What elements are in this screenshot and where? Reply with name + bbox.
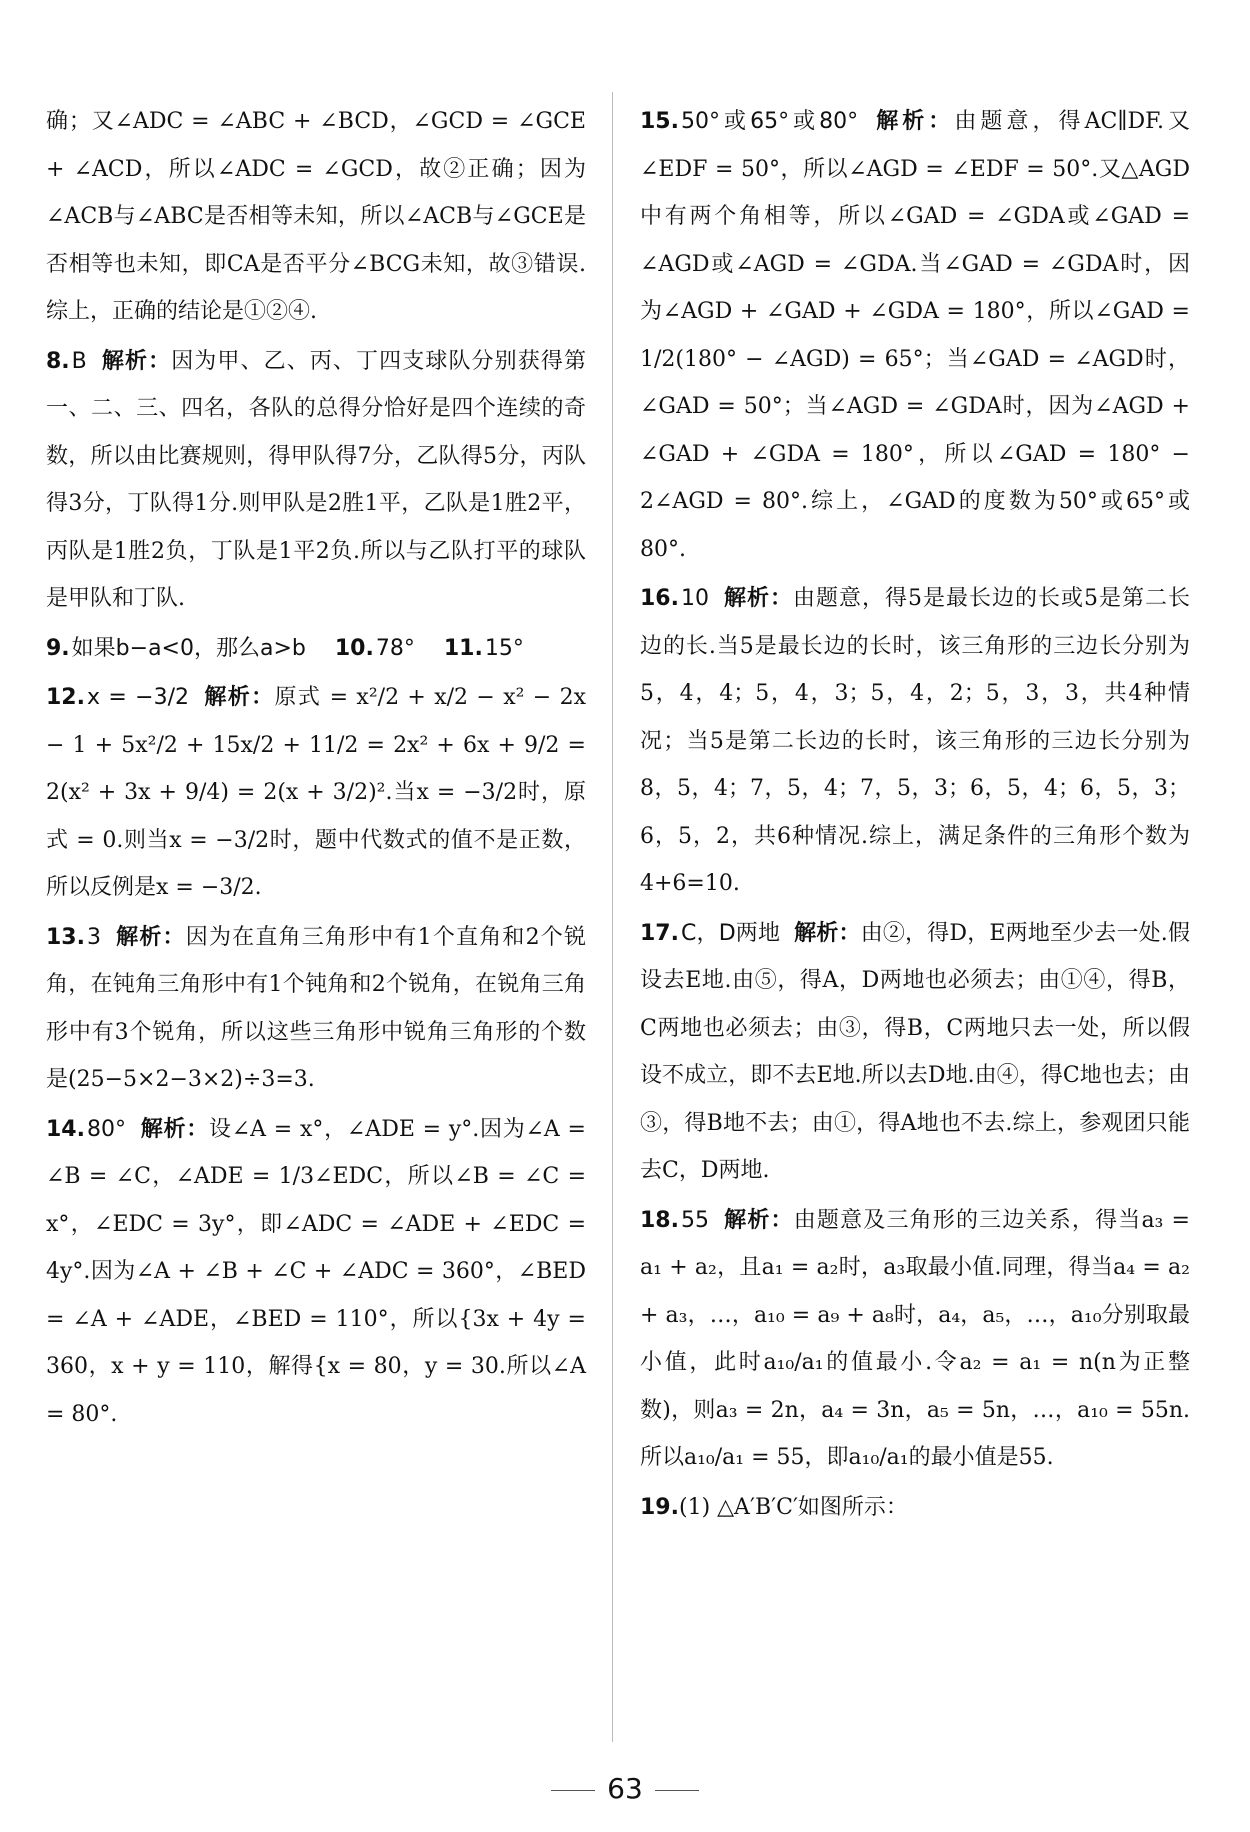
analysis-text: 原式 = x²/2 + x/2 − x² − 2x − 1 + 5x²/2 + 15x/2 + 11/2 = 2x² + 6x + 9/2 = 2(x² + 3x + 9/4) = 2(x + 3/2)².当x = −3/2时，原式 = 0.则当x = −3/2时，题中代数式的值不是正数，所以反例是x = −3/2. <box>46 685 586 900</box>
footer-dash-left <box>551 1790 595 1791</box>
answer-text: (1) △A′B′C′如图所示： <box>678 1494 908 1520</box>
answers-9-11 <box>46 625 586 673</box>
question-number: 17. <box>640 920 679 946</box>
question-number: 18. <box>640 1207 679 1233</box>
answer-value: C，D两地 <box>680 920 781 946</box>
analysis-text: 因为甲、乙、丙、丁四支球队分别获得第一、二、三、四名，各队的总得分恰好是四个连续的奇数，所以由比赛规则，得甲队得7分，乙队得5分，丙队得3分，丁队得1分.则甲队是2胜1平，乙队是1胜2平，丙队是1胜2负，丁队是1平2负.所以与乙队打平的球队是甲队和丁队. <box>46 348 586 611</box>
question-number: 9. <box>46 635 70 661</box>
answer-value: 50°或65°或80° <box>680 109 859 134</box>
page-footer <box>0 1772 1250 1805</box>
analysis-label: 解析： <box>794 920 861 946</box>
answer-17 <box>640 910 1190 1195</box>
answer-value: 55 <box>680 1207 709 1233</box>
question-number: 12. <box>46 685 85 710</box>
answer-value: 15° <box>484 635 524 661</box>
analysis-label: 解析： <box>722 1207 794 1233</box>
answer-13 <box>46 914 586 1104</box>
analysis-text: 设∠A = x°，∠ADE = y°.因为∠A = ∠B = ∠C，∠ADE = 1/3∠EDC，所以∠B = ∠C = x°，∠EDC = 3y°，即∠ADC = ∠ADE + ∠EDC = 4y°.因为∠A + ∠B + ∠C + ∠ADC = 360°，∠BED = ∠A + ∠ADE，∠BED = 110°，所以{3x + 4y = 360，x + y = 110，解得{x = 80，y = 30.所以∠A = 80°. <box>46 1116 586 1427</box>
answer-value: x = −3/2 <box>86 685 190 710</box>
question-number: 16. <box>640 586 679 611</box>
question-number: 10. <box>334 635 374 661</box>
left-column <box>46 98 586 1440</box>
right-column <box>640 98 1190 1533</box>
analysis-label: 解析： <box>139 1116 209 1142</box>
answer-7-continuation: 确；又∠ADC = ∠ABC + ∠BCD，∠GCD = ∠GCE + ∠ACD，所以∠ADC = ∠GCD，故②正确；因为∠ACB与∠ABC是否相等未知，所以∠ACB与∠GCE是否相等也未知，即CA是否平分∠BCG未知，故③错误.综上，正确的结论是①②④. <box>46 109 586 324</box>
question-number: 15. <box>640 109 679 134</box>
analysis-label: 解析： <box>114 924 186 950</box>
column-divider <box>612 92 613 1742</box>
page-number: 63 <box>607 1772 643 1805</box>
analysis-label: 解析： <box>203 685 275 710</box>
question-number: 8. <box>46 348 70 374</box>
analysis-text: 由题意及三角形的三边关系，得当a₃ = a₁ + a₂，且a₁ = a₂时，a₃取最小值.同理，得当a₄ = a₂ + a₃，…，a₁₀ = a₉ + a₈时，a₄，a₅，…，a₁₀分别取最小值，此时a₁₀/a₁的值最小.令a₂ = a₁ = n(n为正整数)，则a₃ = 2n，a₄ = 3n，a₅ = 5n，…，a₁₀ = 55n.所以a₁₀/a₁ = 55，即a₁₀/a₁的最小值是55. <box>640 1207 1190 1470</box>
answer-12 <box>46 674 586 912</box>
question-number: 14. <box>46 1116 85 1142</box>
question-number: 11. <box>443 635 483 661</box>
footer-dash-right <box>655 1790 699 1791</box>
answer-value: 10 <box>680 586 709 611</box>
analysis-text: 由题意，得5是最长边的长或5是第二长边的长.当5是最长边的长时，该三角形的三边长分别为5，4，4；5，4，3；5，4，2；5，3，3，共4种情况；当5是第二长边的长时，该三角形的三边长分别为8，5，4；7，5，4；7，5，3；6，5，4；6，5，3；6，5，2，共6种情况.综上，满足条件的三角形个数为4+6=10. <box>640 586 1190 896</box>
analysis-text: 因为在直角三角形中有1个直角和2个锐角，在钝角三角形中有1个钝角和2个锐角，在锐角三角形中有3个锐角，所以这些三角形中锐角三角形的个数是(25−5×2−3×2)÷3=3. <box>46 924 586 1092</box>
question-number: 19. <box>640 1494 679 1520</box>
analysis-label: 解析： <box>722 586 793 611</box>
answer-value: B <box>71 348 87 374</box>
answer-16 <box>640 575 1190 908</box>
analysis-label: 解析： <box>100 348 172 374</box>
answer-value: 78° <box>375 635 415 661</box>
answer-19 <box>640 1484 1190 1532</box>
answer-value: 80° <box>86 1116 126 1142</box>
analysis-label: 解析： <box>872 109 955 134</box>
answer-14 <box>46 1106 586 1439</box>
analysis-text: 由题意，得AC∥DF.又∠EDF = 50°，所以∠AGD = ∠EDF = 50°.又△AGD中有两个角相等，所以∠GAD = ∠GDA或∠GAD = ∠AGD或∠AGD = ∠GDA.当∠GAD = ∠GDA时，因为∠AGD + ∠GAD + ∠GDA = 180°，所以∠GAD = 1/2(180° − ∠AGD) = 65°；当∠GAD = ∠AGD时，∠GAD = 50°；当∠AGD = ∠GDA时，因为∠AGD + ∠GAD + ∠GDA = 180°，所以∠GAD = 180° − 2∠AGD = 80°.综上，∠GAD的度数为50°或65°或80°. <box>640 109 1190 562</box>
answer-15 <box>640 98 1190 573</box>
answer-value: 如果b−a<0，那么a>b <box>71 635 306 661</box>
answer-18 <box>640 1197 1190 1482</box>
analysis-text: 由②，得D，E两地至少去一处.假设去E地.由⑤，得A，D两地也必须去；由①④，得B，C两地也必须去；由③，得B，C两地只去一处，所以假设不成立，即不去E地.所以去D地.由④，得C地也去；由③，得B地不去；由①，得A地也不去.综上，参观团只能去C，D两地. <box>640 920 1190 1183</box>
question-number: 13. <box>46 924 85 950</box>
answer-value: 3 <box>86 924 101 950</box>
answer-8 <box>46 338 586 623</box>
